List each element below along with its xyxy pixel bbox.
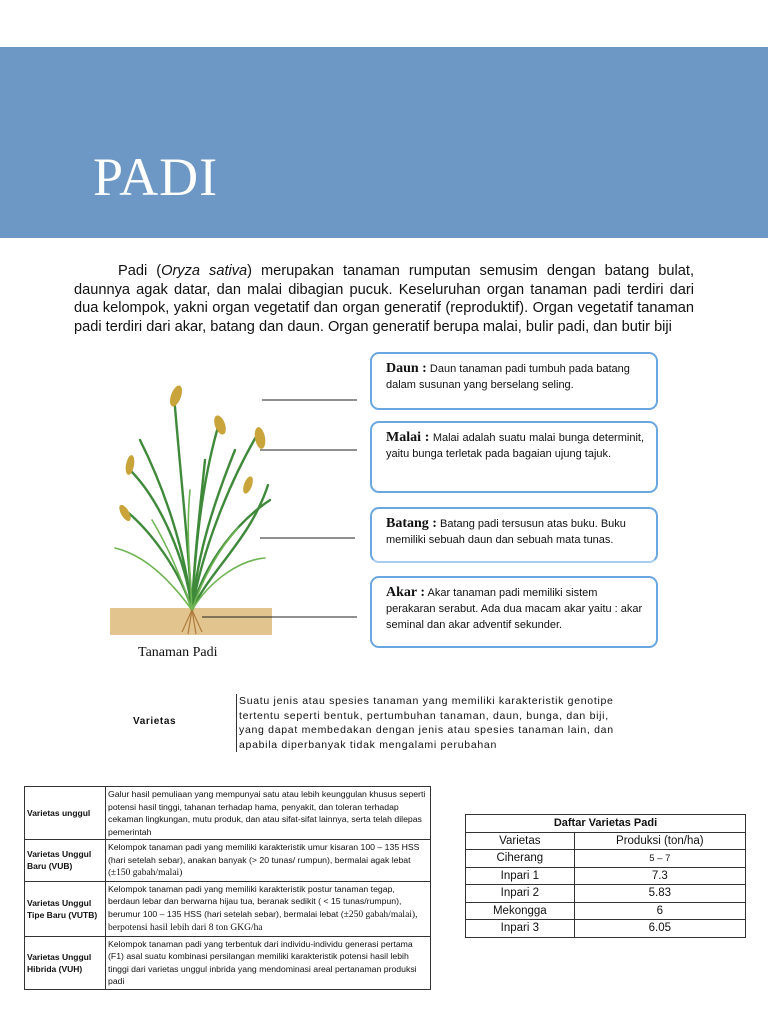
table-row [25,787,431,840]
title-banner [0,47,768,238]
intro-lead: Padi ( [118,263,162,279]
callout-text: Malai adalah suatu malai bunga determinit, yaitu bunga terletak pada bagaian ujung tajuk. [386,432,644,460]
callout-text: Daun tanaman padi tumbuh pada batang dalam susunan yang berselang seling. [386,363,630,391]
callout-term: Daun : [386,361,427,376]
table-row [25,936,431,989]
callout-term: Malai : [386,430,430,445]
desc-text: Kelompok tanaman padi yang memiliki karakteristik umur kisaran 100 – 135 HSS (hari setelah sebar), anakan banyak (> 20 tunas/ rumpun), bermalai agak lebat ( [108,842,420,877]
callout-term: Akar : [386,585,426,600]
varietas-type-desc [106,787,431,840]
desc-text: Kelompok tanaman padi yang terbentuk dari individu-individu generasi pertama (F1) asal suatu kombinasi persilangan memiliki karakteristik potensi hasil lebih tinggi dari varietas unggul inbrida yang mendominasi areal pertanaman produksi padi [108,938,417,986]
table-row [466,920,746,938]
callout-akar [370,576,658,648]
table-row [466,867,746,885]
intro-paragraph [74,262,694,336]
desc-extra: ±150 gabah/malai) [110,868,183,878]
varietas-type-desc [106,936,431,989]
species-name: Oryza sativa [161,263,248,279]
callout-term: Batang : [386,516,437,531]
callout-text: Batang padi tersusun atas buku. Buku memiliki sebuah daun dan sebuah mata tunas. [386,518,626,546]
rice-plant-illustration [110,380,370,640]
varietas-type-name: Varietas unggul [25,787,106,840]
varietas-cell: Inpari 1 [466,867,575,885]
callout-batang [370,507,658,563]
produksi-cell: 5.83 [574,885,745,903]
table-row [25,840,431,882]
table-row [466,902,746,920]
table-header-row [466,832,746,850]
callout-daun [370,352,658,410]
varietas-type-desc [106,840,431,882]
varietas-type-desc [106,881,431,936]
column-header: Produksi (ton/ha) [574,832,745,850]
varietas-type-name: Varietas Unggul Hibrida (VUH) [25,936,106,989]
varietas-definition: Suatu jenis atau spesies tanaman yang memiliki karakteristik genotipe tertentu seperti bentuk, pertumbuhan tanaman, daun, bunga, dan biji, yang dapat membedakan dengan jenis atau spesies tanaman lain, dan apabila diperbanyak tidak mengalami perubahan [236,694,629,752]
desc-extra: ±250 gabah/malai), berpotensi hasil lebih dari 8 ton GKG/ha [108,909,418,933]
page-title: PADI [93,147,219,207]
produksi-cell: 7.3 [574,867,745,885]
table-title: Daftar Varietas Padi [466,815,746,833]
varietas-cell: Mekongga [466,902,575,920]
table-title-row [466,815,746,833]
varietas-cell: Inpari 2 [466,885,575,903]
column-header: Varietas [466,832,575,850]
varietas-cell: Inpari 3 [466,920,575,938]
desc-text: Galur hasil pemuliaan yang mempunyai satu atau lebih keunggulan khusus seperti potensi hasil tinggi, tahanan terhadap hama, penyakit, dan toleran terhadap cekaman lingkungan, mutu produk, dan atau sifat-sifat lainnya, serta telah dilepas pemerintah [108,789,426,837]
callout-malai [370,421,658,493]
table-row [466,885,746,903]
daftar-varietas-table [465,814,746,938]
produksi-cell: 6.05 [574,920,745,938]
varietas-cell: Ciherang [466,850,575,868]
varietas-type-name: Varietas Unggul Baru (VUB) [25,840,106,882]
desc-text: Kelompok tanaman padi yang memiliki karakteristik postur tanaman tegap, berdaun lebar dan berwarna hijau tua, beranak sedikit ( < 15 tunas/rumpun), berumur 100 – 135 HSS (hari setelah sebar), bermalai lebat ( [108,883,402,919]
table-row [466,850,746,868]
varietas-label: Varietas [133,716,177,727]
varietas-type-name: Varietas Unggul Tipe Baru (VUTB) [25,881,106,936]
produksi-cell: 6 [574,902,745,920]
produksi-cell: 5 – 7 [574,850,745,868]
callout-text: Akar tanaman padi memiliki sistem perakaran serabut. Ada dua macam akar yaitu : akar seminal dan akar adventif sekunder. [386,587,643,631]
varietas-types-table [24,786,431,990]
table-row [25,881,431,936]
figure-caption: Tanaman Padi [138,645,218,660]
intro-text: ) merupakan tanaman rumputan semusim dengan batang bulat, daunnya agak datar, dan malai dibagian pucuk. Keseluruhan organ tanaman padi terdiri dari dua kelompok, yakni organ vegetatif dan organ generatif (reproduktif). Organ vegetatif tanaman padi terdiri dari akar, batang dan daun. Organ generatif berupa malai, bulir padi, dan butir biji [74,263,694,335]
